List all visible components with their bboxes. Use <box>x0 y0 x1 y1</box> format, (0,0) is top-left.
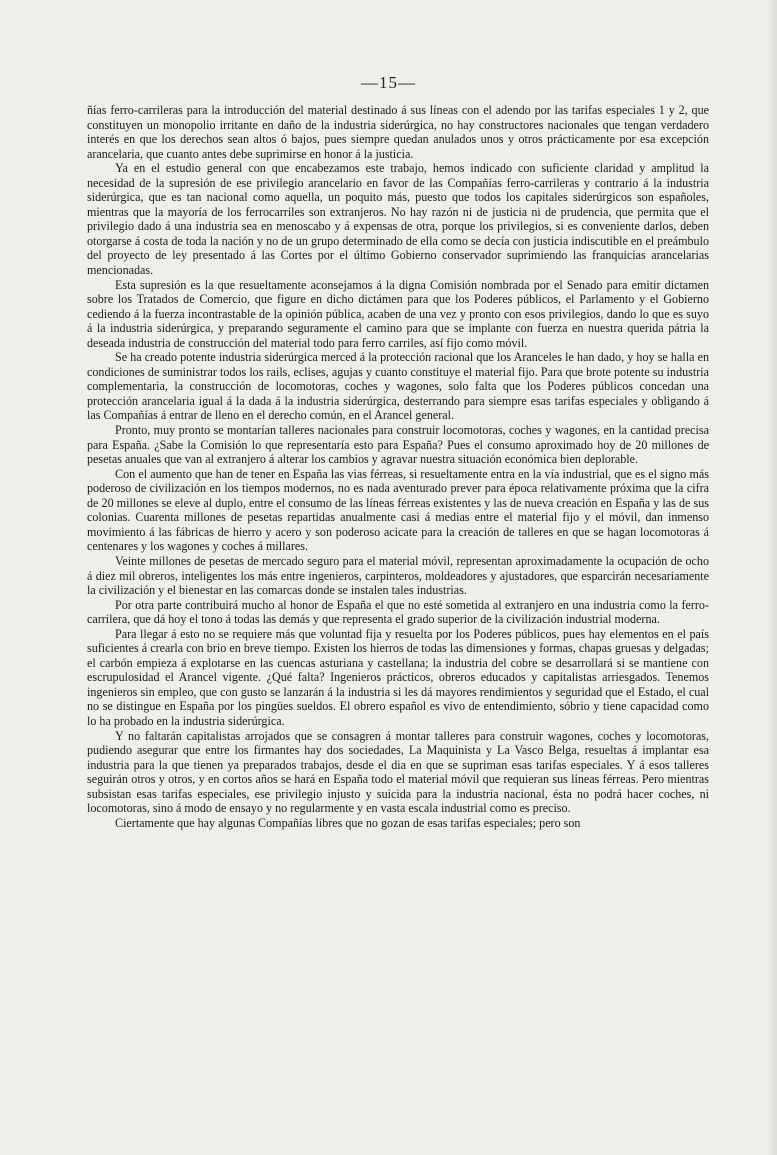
paragraph: Veinte millones de pesetas de mercado seguro para el material móvil, representan aproximadamente la ocupación de ocho á diez mil obreros, inteligentes los más entre ingenieros, carpinteros, moldeadores y ajustadores, que esparcirán necesariamente la civilización y el bienestar en las comarcas donde se instalen tales industrias. <box>87 553 709 598</box>
paragraph: Pronto, muy pronto se montarían talleres nacionales para construir locomotoras, coches y wagones, en la cantidad precisa para España. ¿Sabe la Comisión lo que representaría esto para España? Pues el consumo aproximado hoy de 20 millones de pesetas anuales que van al extranjero á alterar los cambios y agravar nuestra situación económica bien deplorable. <box>87 423 709 467</box>
paragraph: Esta supresión es la que resueltamente aconsejamos á la digna Comisión nombrada por el Senado para emitir dictamen sobre los Tratados de Comercio, que figure en dicho dictámen para que los Poderes públicos, el Parlamento y el Gobierno cediendo á la fuerza incontrastable de la opinión pública, acaben de una vez y pronto con esos privilegios, dando lo que es suyo á la industria siderúrgica, y preparando seguramente el camino para que se implante con fuerza en nuestra querida pátria la deseada industria de construcción del material todo para ferro carriles, así fijo como móvil. <box>87 277 709 350</box>
paragraph: Para llegar á esto no se requiere más que voluntad fija y resuelta por los Poderes públicos, pues hay elementos en el país suficientes á crearla con brio en breve tiempo. Existen los hierros de todas las dimensiones y formas, chapas gruesas y delgadas; el carbón empieza á explotarse en las cuencas asturiana y castellana; la industria del cobre se desarrollará si se mantiene con escrupulosidad el Arancel vigente. ¿Qué falta? Ingenieros prácticos, obreros educados y capitalistas arriesgados. Tenemos ingenieros sin empleo, que con gusto se lanzarán á la industria si les dá mayores rendimientos y seguridad que el Estado, el cual no se distingue en España por los pingües sueldos. El obrero español es vivo de entendimiento, sóbrio y tiene capacidad como lo ha probado en la industria siderúrgica. <box>87 626 709 728</box>
paragraph: Por otra parte contribuirá mucho al honor de España el que no esté sometida al extranjero en una industria como la ferro-carrilera, que dá hoy el tono á todas las demás y que representa el grado superior de la civilización industrial moderna. <box>87 597 709 627</box>
page-number: —15— <box>361 73 416 92</box>
paragraph: Y no faltarán capitalistas arrojados que se consagren á montar talleres para construir wagones, coches y locomotoras, pudiendo asegurar que entre los firmantes hay dos sociedades, La Maquinista y La Vasco Belga, resueltas á implantar esa industria para la que tienen ya preparados trabajos, desde el dia en que se supriman esas tarifas especiales. Y á esos talleres seguirán otros y otros, y en cortos años se hará en España todo el material móvil que requieran sus líneas férreas. Pero mientras subsistan esas tarifas especiales, ese privilegio injusto y suicida para la industria nacional, ésta no podrá hacer coches, ni locomotoras, sino á modo de ensayo y no regularmente y en vasta escala industrial como es preciso. <box>87 728 709 816</box>
page-edge-shadow <box>767 0 777 1155</box>
paragraph: Ya en el estudio general con que encabezamos este trabajo, hemos indicado con suficiente claridad y amplitud la necesidad de la supresión de ese privilegio arancelario en favor de las Compañías ferro-carrileras y contrario á la industria siderúrgica, que es tan nacional como aquella, un poquito más, puesto que todos los capitales siderúrgicos son españoles, mientras que la mayoría de los ferrocarriles son extranjeros. No hay razón ni de justicia ni de prudencia, que permita que el privilegio dado á una industria sea en menoscabo y á expensas de otra, porque los privilegios, si es conveniente darlos, deben otorgarse á costa de toda la nación y no de un grupo determinado de ella como se decía con justicia indiscutible en el preámbulo del proyecto de ley presentado á las Cortes por el último Gobierno conservador suprimiendo las franquicias arancelarias mencionadas. <box>87 161 709 278</box>
body-text <box>87 103 709 830</box>
paragraph: ñías ferro-carrileras para la introducción del material destinado á sus líneas con el adendo por las tarifas especiales 1 y 2, que constituyen un monopolio irritante en daño de la industria siderúrgica, no hay constructores nacionales que tengan verdadero interés en que los derechos sean altos ó bajos, pues siempre quedan anulados unos y otros prácticamente por esa excepción arancelaria, que cuanto antes debe suprimirse en honor á la justicia. <box>87 103 709 161</box>
paragraph: Se ha creado potente industria siderúrgica merced á la protección racional que los Aranceles le han dado, y hoy se halla en condiciones de suministrar todos los rails, eclises, agujas y cuanto constituye el material fijo. Para que brote potente su industria complementaria, la construcción de locomotoras, coches y wagones, solo falta que los Poderes públicos concedan una protección arancelaria igual á la dada á la industria siderúrgica, desterrando para siempre esas tarifas especiales y obligando á las Compañías á entrar de lleno en el derecho común, en el Arancel general. <box>87 350 709 423</box>
paragraph: Con el aumento que han de tener en España las vias férreas, si resueltamente entra en la vía industrial, que es el signo más poderoso de civilización en los tiempos modernos, no es nada aventurado prever para época relativamente próxima que la cifra de 20 millones se eleve al duplo, entre el consumo de las líneas férreas existentes y las de nueva creación en España y las de sus colonias. Cuarenta millones de pesetas repartidas anualmente casi á medias entre el material fijo y el móvil, dan inmenso movimiento á las fábricas de hierro y acero y son poderoso acicate para la creación de talleres en que se hagan locomotoras á centenares y los wagones y coches á millares. <box>87 466 709 554</box>
paragraph: Ciertamente que hay algunas Compañías libres que no gozan de esas tarifas especiales; pero son <box>115 815 581 830</box>
